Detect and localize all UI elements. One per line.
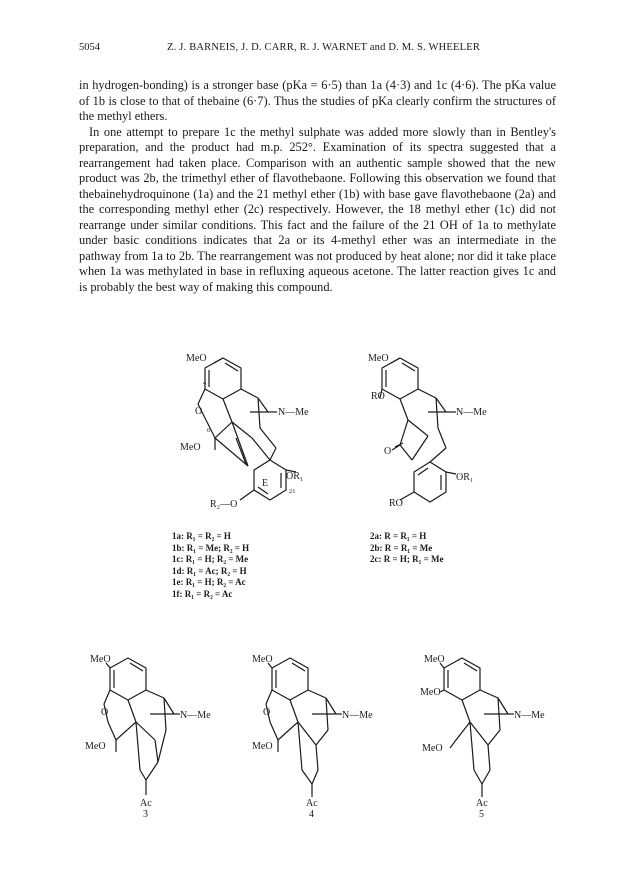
structure-4 xyxy=(266,658,342,797)
s5-meo-second: MeO xyxy=(420,687,441,698)
s1-num-21: 21 xyxy=(289,488,296,495)
s4-n-me: N—Me xyxy=(342,710,373,721)
legend-structure-2 xyxy=(370,531,443,566)
legend-1e: 1e: R₁ = H; R₂ = Ac xyxy=(172,577,246,588)
legend-2b: 2b: R = R₁ = Me xyxy=(370,542,433,553)
s3-meo-mid: MeO xyxy=(85,741,106,752)
s4-ac: Ac xyxy=(306,798,318,809)
s2-meo-top: MeO xyxy=(368,353,389,364)
page-number: 5054 xyxy=(79,42,100,53)
structure-2 xyxy=(380,358,456,502)
s4-meo-top: MeO xyxy=(252,654,273,665)
running-authors: Z. J. BARNEIS, J. D. CARR, R. J. WARNET and D. M. S. WHEELER xyxy=(167,42,481,53)
s2-ro: RO xyxy=(371,391,385,402)
s5-meo-top: MeO xyxy=(424,654,445,665)
s1-r2o: R₂—O xyxy=(210,499,238,510)
s5-meo-mid: MeO xyxy=(422,743,443,754)
s2-n-me: N—Me xyxy=(456,407,487,418)
legend-2c: 2c: R = H; R₁ = Me xyxy=(370,554,444,565)
s1-ring-e: E xyxy=(262,478,269,489)
s5-ac: Ac xyxy=(476,798,488,809)
legend-1b: 1b: R₁ = Me; R₂ = H xyxy=(172,542,250,553)
paragraph-1: in hydrogen-bonding) is a stronger base (pKa = 6·5) than 1a (4·3) and 1c (4·6). The pKa value of 1b is close to that of thebaine (6·7). Thus the studies of pKa clearly confirm the structures of the methyl ethers. xyxy=(79,78,556,123)
s4-ring-oxygen: O xyxy=(263,707,271,718)
s3-ring-oxygen: O xyxy=(101,707,109,718)
s3-n-me: N—Me xyxy=(180,710,211,721)
legend-1a: 1a: R₁ = R₂ = H xyxy=(172,531,231,541)
s1-or1: OR₁ xyxy=(286,471,304,482)
s1-n-me: N—Me xyxy=(278,407,309,418)
s1-meo-top: MeO xyxy=(186,353,207,364)
s5-n-me: N—Me xyxy=(514,710,545,721)
structure-3 xyxy=(104,658,180,795)
legend-1c: 1c: R₁ = H; R₂ = Me xyxy=(172,554,249,565)
s3-number: 3 xyxy=(143,809,148,820)
s1-ring-oxygen: O xyxy=(195,406,203,417)
s1-ring-num-6: 6 xyxy=(207,427,211,434)
s2-ro-bottom: RO xyxy=(389,498,403,509)
s5-number: 5 xyxy=(479,809,484,820)
s2-oxygen: O xyxy=(384,446,392,457)
legend-1d: 1d: R₁ = Ac; R₂ = H xyxy=(172,565,247,576)
paragraph-2: In one attempt to prepare 1c the methyl sulphate was added more slowly than in Bentley's preparation, and the product had m.p. 252°. Examination of its spectra suggested that a rearrangement had taken place. Comparison with an authentic sample showed that the new product was 2b, the trimethyl ether of flavothebaone. Following this observation we found that thebainehydroquinone (1a) and the 21 methyl ether (1b) with base gave flavothebaone (2a) and the corresponding methyl ether (2c) respectively. However, the 18 methyl ether (1c) did not rearrange under similar conditions. This fact and the failure of the 21 OH of 1a to methylate under basic conditions indicates that 2a or its 4-methyl ether was an intermediate in the pathway from 1a to 2b. The rearrangement was not produced by heat alone; nor did it take place when 1a was methylated in base in refluxing aqueous acetone. The latter reaction gives 1c and is probably the best way of making this compound. xyxy=(79,124,556,294)
s4-meo-mid: MeO xyxy=(252,741,273,752)
s1-ring-num-4: 4 xyxy=(203,380,207,387)
s4-number: 4 xyxy=(309,809,314,820)
s3-meo-top: MeO xyxy=(90,654,111,665)
structure-1 xyxy=(198,358,296,500)
s3-ac: Ac xyxy=(140,798,152,809)
legend-structure-1 xyxy=(172,531,249,601)
structure-5 xyxy=(440,658,514,797)
s1-meo-mid: MeO xyxy=(180,442,201,453)
s2-or1: OR₁ xyxy=(456,472,474,483)
legend-1f: 1f: R₁ = R₂ = Ac xyxy=(172,588,233,599)
legend-2a: 2a: R = R₁ = H xyxy=(370,531,427,541)
